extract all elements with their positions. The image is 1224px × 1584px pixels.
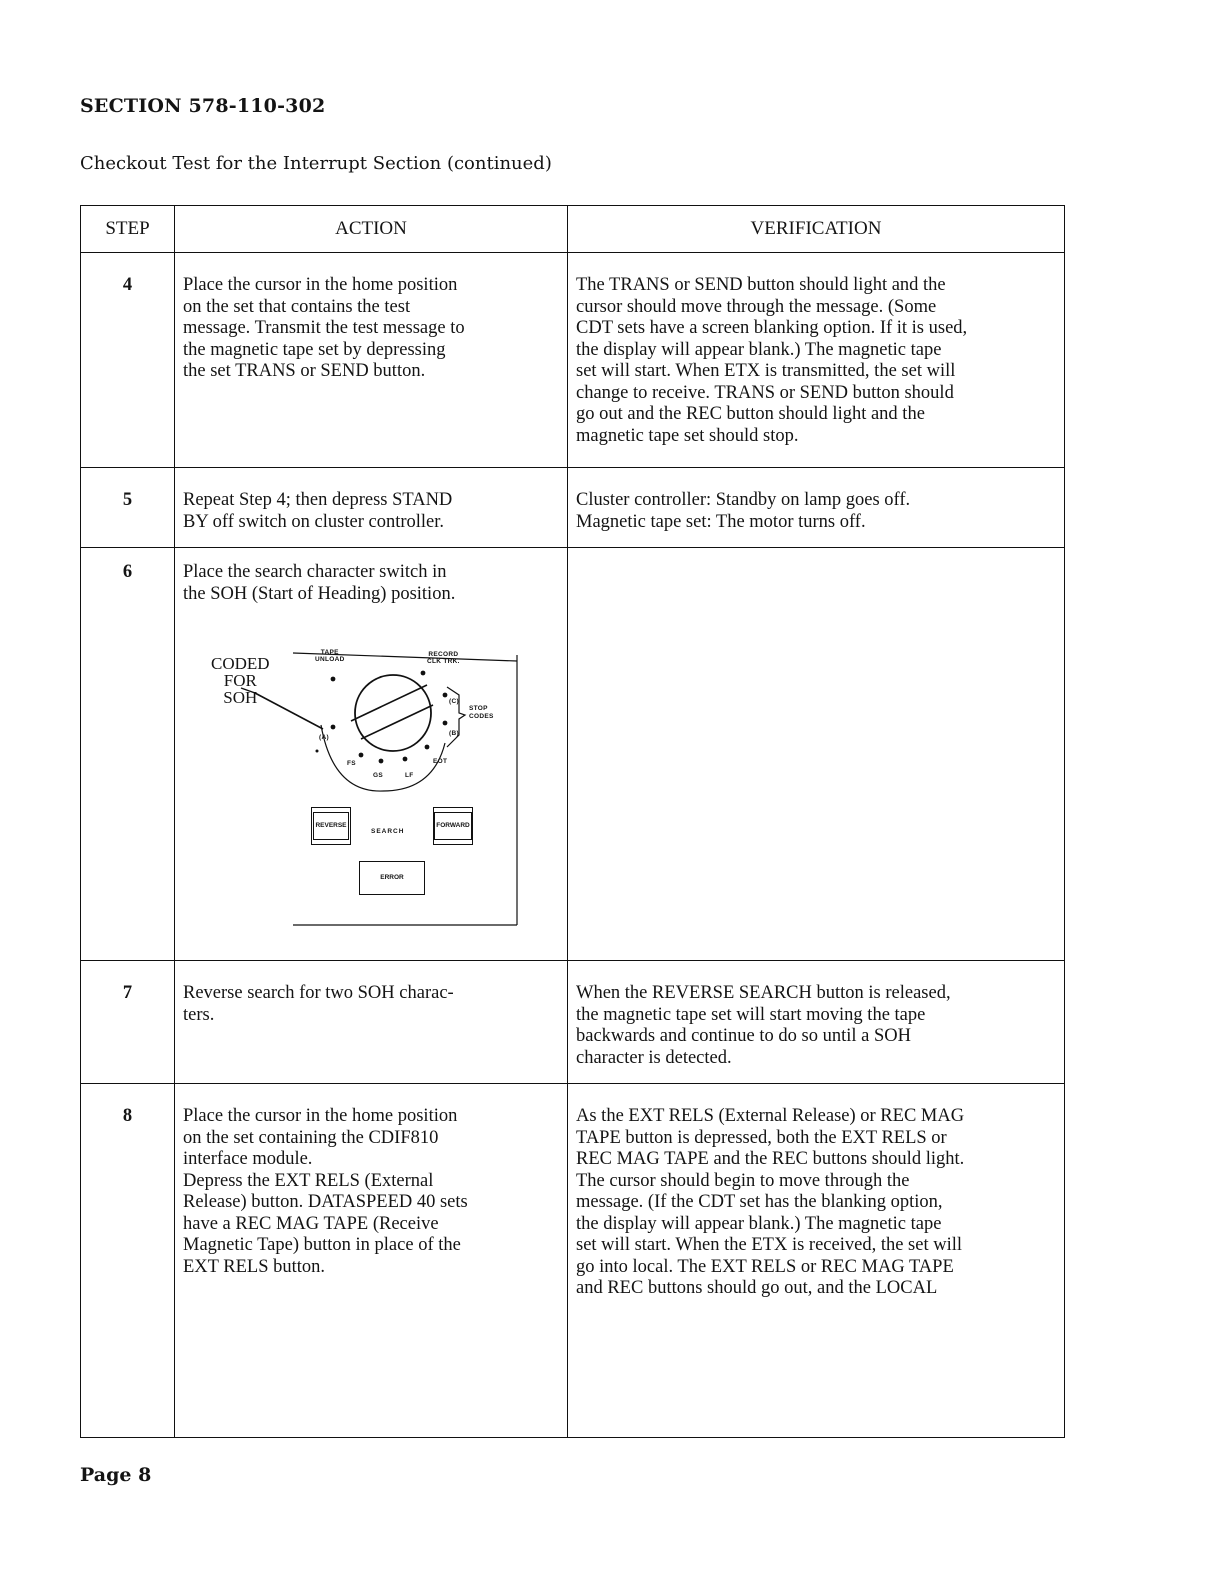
fs-label: FS xyxy=(347,760,356,767)
verification-text: As the EXT RELS (External Release) or REC MAG TAPE button is depressed, both the EXT RELS or REC MAG TAPE and the REC buttons should light. The cursor should begin to move through the message. (If the CDT set has the blanking option, the display will appear blank.) The magnetic tape set will start. When the ETX is received, the set will go into local. The EXT RELS or REC MAG TAPE and REC buttons should go out, and the LOCAL xyxy=(576,1106,965,1298)
step-number xyxy=(81,253,175,468)
action-cell xyxy=(175,253,568,468)
table-row xyxy=(81,548,1065,961)
tape-unload-line-1: TAPE xyxy=(320,649,339,656)
reverse-label: REVERSE xyxy=(313,812,348,840)
action-text: Reverse search for two SOH charac- ters. xyxy=(183,983,454,1025)
step-number xyxy=(81,548,175,961)
eot-label: EOT xyxy=(433,758,448,765)
stop-codes-label xyxy=(469,705,494,721)
table-row xyxy=(81,253,1065,468)
record-clk-line-1: RECORD xyxy=(428,651,459,658)
position-a-label: (A) xyxy=(319,734,329,741)
verification-cell xyxy=(568,253,1065,468)
step-number-text: 6 xyxy=(122,562,133,582)
lf-label: LF xyxy=(405,772,414,779)
tape-unload-line-2: UNLOAD xyxy=(315,656,345,663)
record-clk-line-2: CLK TRK. xyxy=(427,658,460,665)
search-switch-figure xyxy=(183,643,563,933)
verification-cell xyxy=(568,961,1065,1084)
action-cell xyxy=(175,548,568,961)
forward-label: FORWARD xyxy=(434,812,471,840)
section-id: SECTION 578-110-302 xyxy=(80,95,326,117)
position-b-label: (B) xyxy=(449,730,459,737)
stop-codes-line-2: CODES xyxy=(469,713,494,720)
action-text: Repeat Step 4; then depress STAND BY off switch on cluster controller. xyxy=(183,490,453,532)
verification-cell xyxy=(568,1084,1065,1438)
verification-cell xyxy=(568,468,1065,548)
table-header-row xyxy=(81,206,1065,253)
action-text: Place the cursor in the home position on the set that contains the test message. Transmit the test message to the magnetic tape set by depressing the set TRANS or SEND button. xyxy=(183,275,465,381)
verification-cell xyxy=(568,548,1065,961)
tape-unload-label xyxy=(315,649,345,663)
action-cell xyxy=(175,1084,568,1438)
page-number: Page 8 xyxy=(80,1464,152,1486)
action-cell xyxy=(175,468,568,548)
procedure-table xyxy=(80,205,1065,1438)
for-text: FOR xyxy=(223,671,257,690)
record-clk-label xyxy=(427,651,460,665)
error-label: ERROR xyxy=(380,874,404,882)
table-row xyxy=(81,961,1065,1084)
position-c-label: (C) xyxy=(449,698,459,705)
action-text: Place the search character switch in the SOH (Start of Heading) position. xyxy=(183,562,456,604)
step-number xyxy=(81,468,175,548)
soh-text: SOH xyxy=(223,688,258,707)
column-header-action: ACTION xyxy=(175,206,568,253)
gs-label: GS xyxy=(373,772,383,779)
step-number-text: 5 xyxy=(122,490,133,510)
coded-for-soh-label xyxy=(211,655,270,706)
step-number-text: 4 xyxy=(122,275,133,295)
action-cell xyxy=(175,961,568,1084)
forward-search-button xyxy=(433,807,473,845)
error-indicator xyxy=(359,861,425,895)
page-subtitle: Checkout Test for the Interrupt Section (continued) xyxy=(80,153,552,174)
coded-text: CODED xyxy=(211,654,270,673)
step-number xyxy=(81,1084,175,1438)
step-number xyxy=(81,961,175,1084)
verification-text: The TRANS or SEND button should light and the cursor should move through the message. (Some CDT sets have a screen blanking option. If it is used, the display will appear blank.) The magnetic tape set will start. When ETX is transmitted, the set will change to receive. TRANS or SEND button should go out and the REC button should light and the magnetic tape set should stop. xyxy=(576,275,968,446)
table-row xyxy=(81,1084,1065,1438)
reverse-search-button xyxy=(311,807,351,845)
step-number-text: 8 xyxy=(122,1106,133,1126)
verification-text: Cluster controller: Standby on lamp goes off. Magnetic tape set: The motor turns off. xyxy=(576,490,911,532)
search-label: SEARCH xyxy=(371,828,405,835)
column-header-verification: VERIFICATION xyxy=(568,206,1065,253)
table-row xyxy=(81,468,1065,548)
stop-codes-line-1: STOP xyxy=(469,705,488,712)
action-text: Place the cursor in the home position on the set containing the CDIF810 interface module. Depress the EXT RELS (External Release) button. DATASPEED 40 sets have a REC MAG TAPE (Receive Magnetic Tape) button in place of the EXT RELS button. xyxy=(183,1106,468,1277)
step-number-text: 7 xyxy=(122,983,133,1003)
column-header-step: STEP xyxy=(81,206,175,253)
verification-text: When the REVERSE SEARCH button is released, the magnetic tape set will start moving the tape backwards and continue to do so until a SOH character is detected. xyxy=(576,983,951,1068)
